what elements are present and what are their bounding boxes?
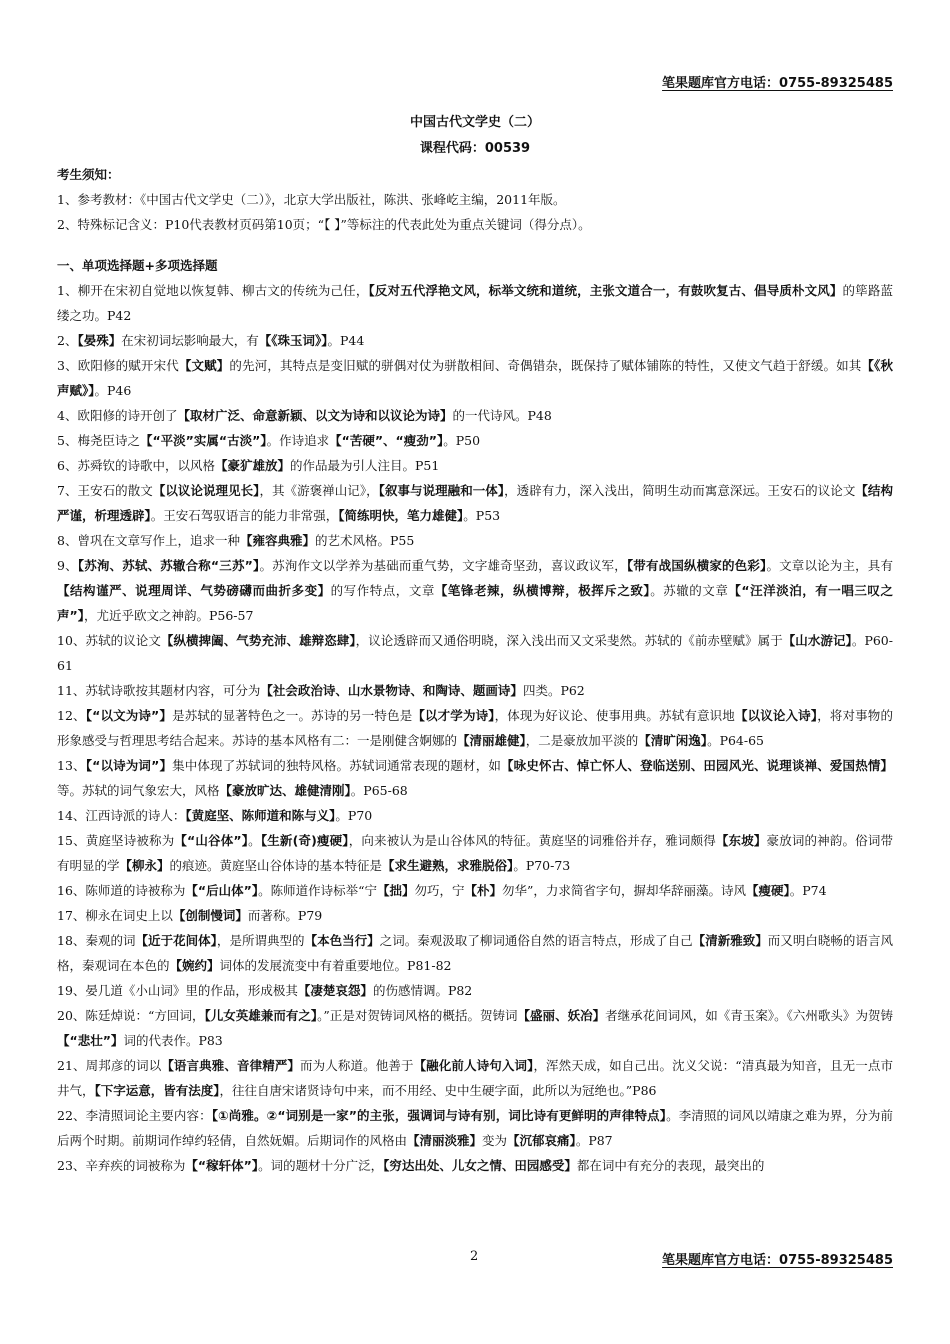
item-text: 变为	[482, 1133, 508, 1148]
item-text: 四类。P62	[522, 683, 585, 698]
notice-line: 1、参考教材：《中国古代文学史（二）》，北京大学出版社，陈洪、张峰屹主编，2011年版。	[57, 192, 566, 207]
item-text: 等。苏轼的词气象宏大，风格	[57, 783, 220, 798]
spacer	[57, 237, 893, 253]
list-item	[57, 328, 893, 353]
keyword: 【以议论入诗】	[734, 708, 818, 723]
list-item	[57, 1003, 893, 1053]
item-text: 。P60-61	[57, 633, 893, 673]
list-item	[57, 703, 893, 753]
course-code: 课程代码：00539	[419, 141, 531, 156]
item-text: 者继承花间词风，如《青玉案》。《六州歌头》为贺铸	[605, 1008, 893, 1023]
keyword: 【近于花间体】	[135, 933, 217, 948]
keyword: 【雍容典雅】	[239, 533, 315, 548]
list-item	[57, 753, 893, 803]
keyword: 【简练明快，笔力雄健】	[338, 508, 464, 523]
keyword: 【拙】	[377, 883, 415, 898]
keyword: 【清丽雄健】	[457, 733, 526, 748]
list-item	[57, 978, 893, 1003]
keyword: 【反对五代浮艳文风，标举文统和道统，主张文道合一，有鼓吹复古、倡导质朴文风】	[368, 283, 843, 298]
item-text: 22、李清照词论主要内容：	[57, 1108, 212, 1123]
item-text: 19、晏几道《小山词》里的作品，形成极其	[57, 983, 298, 998]
document-body	[57, 162, 893, 1178]
item-text: 7、王安石的散文	[57, 483, 153, 498]
keyword: 【结构严谨，析理透辟】	[57, 483, 893, 523]
list-item	[57, 1103, 893, 1153]
item-text: 而为人称道。他善于	[300, 1058, 414, 1073]
list-item	[57, 628, 893, 678]
item-text: 。词的题材十分广泛，	[258, 1158, 384, 1173]
keyword: 【以议论说理见长】	[152, 483, 260, 498]
notice-line: 2、特殊标记含义：P10代表教材页码第10页；“【 】”等标注的代表此处为重点关键词（得分点）。	[57, 217, 591, 232]
keyword: 【“平淡”实属“古淡”】	[139, 433, 267, 448]
item-text: 21、周邦彦的词以	[57, 1058, 162, 1073]
keyword: 【融化前人诗句入词】	[413, 1058, 534, 1073]
keyword: 【语言典雅、音律精严】	[161, 1058, 301, 1073]
item-text: ，透辟有力，深入浅出，简明生动而寓意深远。王安石的议论文	[504, 483, 856, 498]
item-text: 。P70	[335, 808, 373, 823]
keyword: 【“悲壮”】	[57, 1033, 124, 1048]
keyword: 【凄楚哀怨】	[297, 983, 373, 998]
item-text: 。P65-68	[350, 783, 408, 798]
keyword: 【“后山体”】	[185, 883, 259, 898]
keyword: 【“稼轩体”】	[185, 1158, 259, 1173]
list-item	[57, 678, 893, 703]
item-text: 17、柳永在词史上以	[57, 908, 173, 923]
keyword: 【笔锋老辣，纵横博辩，极挥斥之致】	[434, 583, 651, 598]
header-phone: 笔果题库官方电话：0755-89325485	[662, 76, 893, 91]
item-text: ，议论透辟而又通俗明晓，深入浅出而又文采斐然。苏轼的《前赤壁赋》属于	[355, 633, 783, 648]
keyword: 【豪放旷达、雄健清刚】	[219, 783, 351, 798]
item-text: 词的代表作。P83	[123, 1033, 223, 1048]
keyword: 【生新(奇)瘦硬】	[260, 833, 349, 848]
item-text: 勿巧，宁	[414, 883, 465, 898]
item-text: ，浑然天成，如自己出。沈义父说：“清真最为知音，且无一点市井气，	[57, 1058, 893, 1098]
keyword: 【咏史怀古、悼亡怀人、登临送别、田园风光、说理谈禅、爱国热情】	[501, 758, 894, 773]
item-text: ，将对事物的形象感受与哲理思考结合起来。苏诗的基本风格有二：一是刚健含婀娜的	[57, 708, 893, 748]
keyword: 【文赋】	[178, 358, 230, 373]
item-text: 的筚路蓝缕之功。P42	[57, 283, 893, 323]
list-item	[57, 828, 893, 878]
item-text: 3、欧阳修的赋开宋代	[57, 358, 179, 373]
keyword: 【社会政治诗、山水景物诗、和陶诗、题画诗】	[260, 683, 523, 698]
item-text: 的先河，其特点是变旧赋的骈偶对仗为骈散相间、奇偶错杂，既保持了赋体铺陈的特性，又使文气趋于舒缓。如其	[229, 358, 862, 373]
keyword: 【清丽淡雅】	[407, 1133, 483, 1148]
item-text: 16、陈师道的诗被称为	[57, 883, 186, 898]
item-text: 1、柳开在宋初自觉地以恢复韩、柳古文的传统为己任，	[57, 283, 369, 298]
item-text: 在宋初词坛影响最大，有	[121, 333, 259, 348]
item-text: 5、梅尧臣诗之	[57, 433, 140, 448]
item-text: 13、	[57, 758, 86, 773]
keyword: 【《秋声赋》】	[57, 358, 893, 398]
keyword: 【豪犷雄放】	[214, 458, 290, 473]
item-text: 的一代诗风。P48	[452, 408, 552, 423]
item-text: 4、欧阳修的诗开创了	[57, 408, 178, 423]
list-item	[57, 878, 893, 903]
item-text: ，二是豪放加平淡的	[525, 733, 639, 748]
keyword: 【取材广泛、命意新颖、以文为诗和以议论为诗】	[177, 408, 453, 423]
item-text: 。P46	[94, 383, 132, 398]
keyword: 【叙事与说理融和一体】	[378, 483, 505, 498]
list-item	[57, 928, 893, 978]
item-text: 。文章以论为主，具有	[766, 558, 893, 573]
keyword: 【黄庭坚、陈师道和陈与义】	[185, 808, 336, 823]
item-text: 15、黄庭坚诗被称为	[57, 833, 175, 848]
item-text: 。苏洵作文以学养为基础而重气势，文字雄奇坚劲，喜议政议军，	[259, 558, 627, 573]
item-text: 。P70-73	[513, 858, 571, 873]
item-text: 8、曾巩在文章写作上，追求一种	[57, 533, 240, 548]
document-title: 中国古代文学史（二）	[409, 115, 540, 130]
item-text: 之词。秦观汲取了柳词通俗自然的语言特点，形成了自己	[379, 933, 693, 948]
item-text: 词体的发展流变中有着重要地位。P81-82	[219, 958, 452, 973]
page-number: 2	[470, 1249, 479, 1264]
keyword: 【下字运意，皆有法度】	[94, 1083, 220, 1098]
keyword: 【“以诗为词”】	[85, 758, 173, 773]
item-text: 集中体现了苏轼词的独特风格。苏轼词通常表现的题材，如	[172, 758, 502, 773]
item-text: 而著称。P79	[247, 908, 323, 923]
item-text: 。作诗追求	[266, 433, 330, 448]
item-text: 的艺术风格。P55	[314, 533, 415, 548]
keyword: 【“汪洋淡泊，有一唱三叹之声”】	[57, 583, 893, 623]
keyword: 【晏殊】	[77, 333, 122, 348]
keyword: 【穷达出处、儿女之情、田园感受】	[383, 1158, 577, 1173]
item-text: 。苏辙的文章	[650, 583, 729, 598]
list-item	[57, 903, 893, 928]
keyword: 【朴】	[464, 883, 503, 898]
item-text: 。”正是对贺铸词风格的概括。贺铸词	[317, 1008, 518, 1023]
item-text: 的痕迹。黄庭坚山谷体诗的基本特征是	[169, 858, 383, 873]
keyword: 【盛丽、妖冶】	[517, 1008, 606, 1023]
item-text: 12、	[57, 708, 86, 723]
list-item	[57, 353, 893, 403]
keyword: 【清旷闲逸】	[638, 733, 708, 748]
item-text: 。李清照的词风以靖康之难为界，分为前后两个时期。前期词作绰约轻倩，自然妩媚。后期词作的风格由	[57, 1108, 893, 1148]
item-text: 。P64-65	[707, 733, 765, 748]
keyword: 【清新雅致】	[692, 933, 768, 948]
item-text: 都在词中有充分的表现，最突出的	[576, 1158, 765, 1173]
keyword: 【结构谨严、说理周详、气势磅礴而曲折多变】	[57, 583, 331, 598]
item-text: 18、秦观的词	[57, 933, 136, 948]
item-text: 10、苏轼的议论文	[57, 633, 161, 648]
notice-title: 考生须知：	[57, 167, 120, 182]
item-text: 。P53	[463, 508, 501, 523]
keyword: 【“以文为诗”】	[85, 708, 173, 723]
item-text: 豪放词的神韵。俗词带有明显的学	[57, 833, 893, 873]
item-text: 23、辛弃疾的词被称为	[57, 1158, 186, 1173]
item-text: 。王安石驾驭语言的能力非常强，	[150, 508, 339, 523]
keyword: 【《珠玉词》】	[258, 333, 328, 348]
list-item	[57, 1153, 893, 1178]
keyword: 【“山谷体”】	[174, 833, 249, 848]
item-text: ，其《游褒禅山记》，	[259, 483, 379, 498]
section-title: 一、单项选择题+多项选择题	[57, 258, 218, 273]
keyword: 【“苦硬”、“瘦劲”】	[329, 433, 444, 448]
item-text: 。P87	[575, 1133, 613, 1148]
keyword: 【纵横捭阖、气势充沛、雄辩恣肆】	[160, 633, 356, 648]
item-text: ，往往自唐宋诸贤诗句中来，而不用经、史中生硬字面，此所以为冠绝也。”P86	[219, 1083, 657, 1098]
list-item	[57, 553, 893, 628]
list-item	[57, 1053, 893, 1103]
item-text: 。	[248, 833, 261, 848]
list-item	[57, 528, 893, 553]
item-text: 的伤感情调。P82	[372, 983, 473, 998]
item-text: 勿华”，力求简省字句，摒却华辞丽藻。诗风	[502, 883, 746, 898]
keyword: 【创制慢词】	[172, 908, 248, 923]
question-list	[57, 278, 893, 1178]
item-text: ，尤近乎欧文之神韵。P56-57	[83, 608, 254, 623]
item-text: 的写作特点，文章	[330, 583, 435, 598]
item-text: ，体现为好议论、使事用典。苏轼有意识地	[494, 708, 735, 723]
keyword: 【儿女英雄兼而有之】	[204, 1008, 318, 1023]
item-text: 14、江西诗派的诗人：	[57, 808, 186, 823]
item-text: 。P44	[327, 333, 365, 348]
list-item	[57, 403, 893, 428]
keyword: 【带有战国纵横家的色彩】	[626, 558, 767, 573]
keyword: 【山水游记】	[782, 633, 852, 648]
keyword: 【求生避熟，求雅脱俗】	[382, 858, 514, 873]
item-text: 20、陈廷焯说：“方回词，	[57, 1008, 205, 1023]
list-item	[57, 278, 893, 328]
keyword: 【婉约】	[169, 958, 220, 973]
item-text: 。陈师道作诗标举“宁	[258, 883, 377, 898]
keyword: 【东坡】	[715, 833, 767, 848]
item-text: ，是所谓典型的	[216, 933, 305, 948]
keyword: 【本色当行】	[304, 933, 380, 948]
item-text: 而又明白晓畅的语言风格，秦观词在本色的	[57, 933, 893, 973]
item-text: 2、	[57, 333, 78, 348]
item-text: 6、苏舜钦的诗歌中，以风格	[57, 458, 215, 473]
item-text: 9、	[57, 558, 78, 573]
item-text: 11、苏轼诗歌按其题材内容，可分为	[57, 683, 261, 698]
list-item	[57, 428, 893, 453]
item-text: 的作品最为引人注目。P51	[289, 458, 440, 473]
list-item	[57, 478, 893, 528]
item-text: 。P74	[789, 883, 827, 898]
item-text: 是苏轼的显著特色之一。苏诗的另一特色是	[172, 708, 413, 723]
footer-phone: 笔果题库官方电话：0755-89325485	[662, 1253, 893, 1268]
keyword: 【苏洵、苏轼、苏辙合称“三苏”】	[77, 558, 260, 573]
keyword: 【①尚雅。②“词别是一家”的主张，强调词与诗有别，词比诗有更鲜明的声律特点】	[211, 1108, 667, 1123]
keyword: 【沉郁哀痛】	[507, 1133, 576, 1148]
keyword: 【柳永】	[119, 858, 170, 873]
keyword: 【瘦硬】	[745, 883, 790, 898]
list-item	[57, 803, 893, 828]
item-text: 。P50	[443, 433, 481, 448]
keyword: 【以才学为诗】	[412, 708, 495, 723]
item-text: ，向来被认为是山谷体风的特征。黄庭坚的词雅俗并存，雅词颇得	[348, 833, 716, 848]
list-item	[57, 453, 893, 478]
